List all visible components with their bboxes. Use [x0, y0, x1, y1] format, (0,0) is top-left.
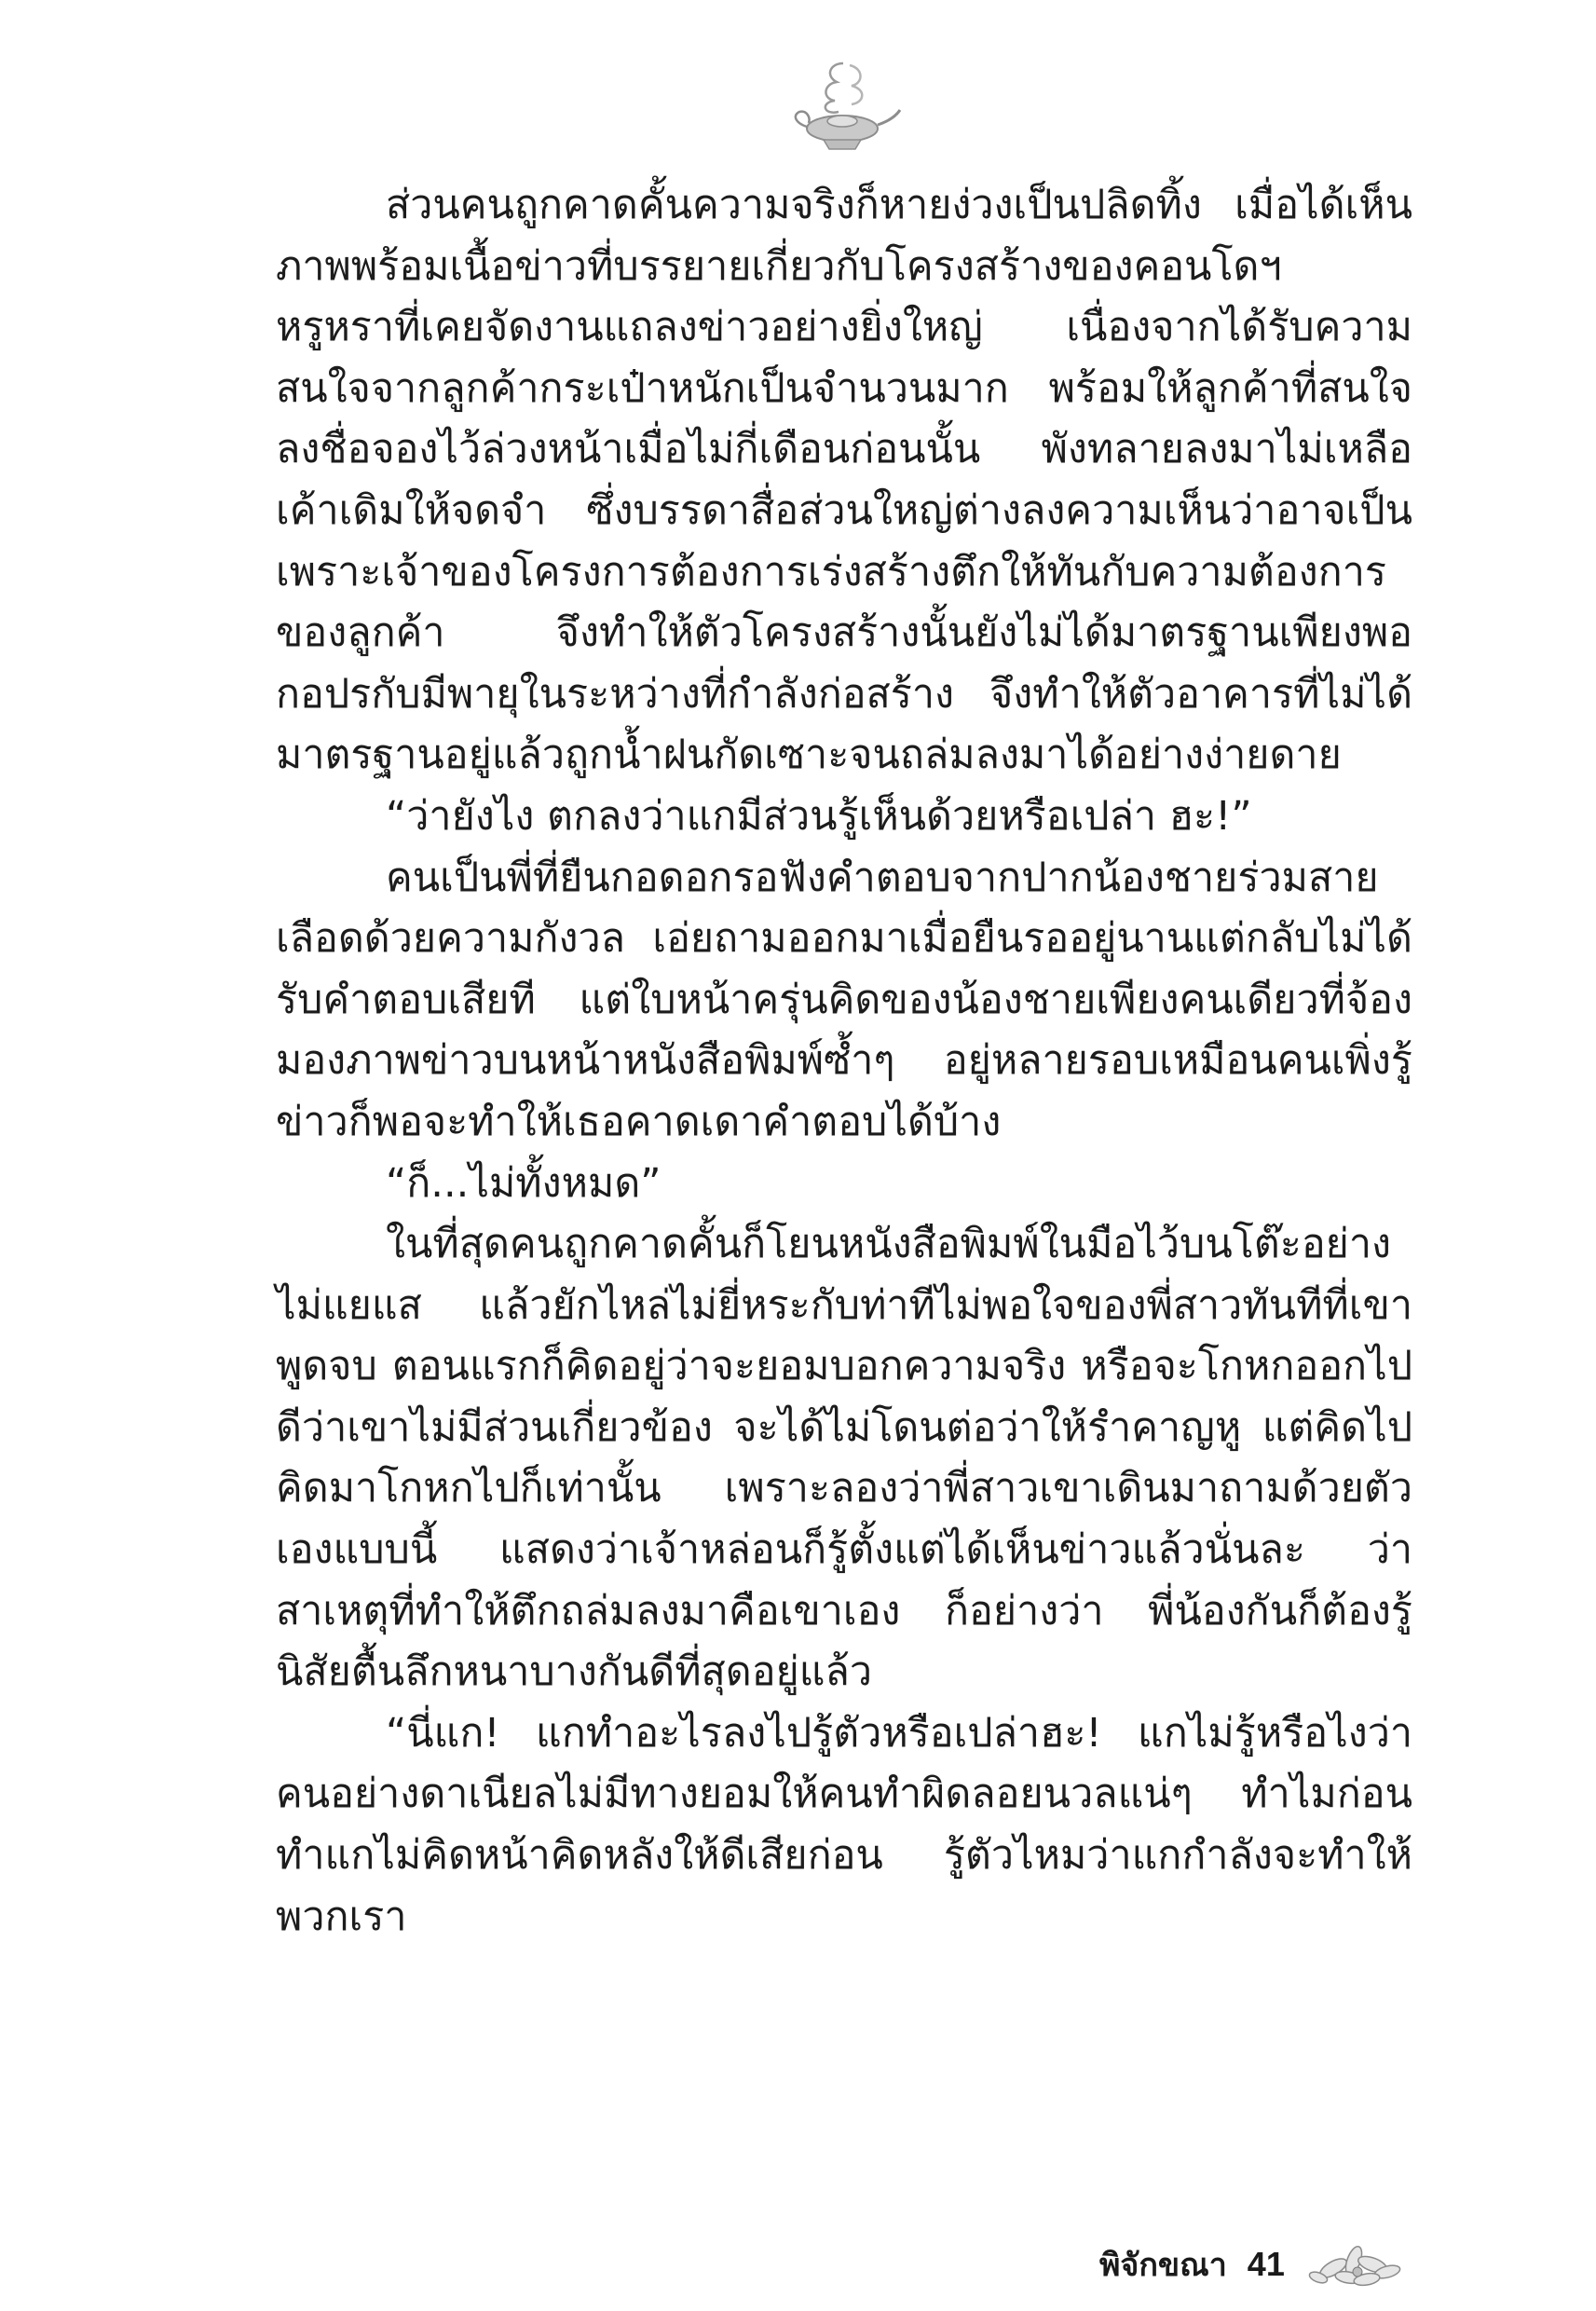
- dialogue-3: “นี่แก! แกทำอะไรลงไปรู้ตัวหรือเปล่าฮะ! แกไม่รู้หรือไงว่าคนอย่างดาเนียลไม่มีทางยอมให้คนทำผิดลอยนวลแน่ๆ ทำไมก่อนทำแกไม่คิดหน้าคิดหลังให้ดีเสียก่อน รู้ตัวไหมว่าแกกำลังจะทำให้พวกเรา: [276, 1709, 1412, 1940]
- paragraph-1: ส่วนคนถูกคาดคั้นความจริงก็หายง่วงเป็นปลิดทิ้ง เมื่อได้เห็นภาพพร้อมเนื้อข่าวที่บรรยายเกี่ยวกับโครงสร้างของคอนโดฯ หรูหราที่เคยจัดงานแถลงข่าวอย่างยิ่งใหญ่ เนื่องจากได้รับความสนใจจากลูกค้ากระเป๋าหนักเป็นจำนวนมาก พร้อมให้ลูกค้าที่สนใจลงชื่อจองไว้ล่วงหน้าเมื่อไม่กี่เดือนก่อนนั้น พังทลายลงมาไม่เหลือเค้าเดิมให้จดจำ ซึ่งบรรดาสื่อส่วนใหญ่ต่างลงความเห็นว่าอาจเป็นเพราะเจ้าของโครงการต้องการเร่งสร้างตึกให้ทันกับความต้องการของลูกค้า จึงทำให้ตัวโครงสร้างนั้นยังไม่ได้มาตรฐานเพียงพอ กอปรกับมีพายุในระหว่างที่กำลังก่อสร้าง จึงทำให้ตัวอาคารที่ไม่ได้มาตรฐานอยู่แล้วถูกน้ำฝนกัดเซาะจนถล่มลงมาได้อย่างง่ายดาย: [276, 182, 1412, 779]
- paragraph-2: คนเป็นพี่ที่ยืนกอดอกรอฟังคำตอบจากปากน้องชายร่วมสายเลือดด้วยความกังวล เอ่ยถามออกมาเมื่อยืนรออยู่นานแต่กลับไม่ได้รับคำตอบเสียที แต่ใบหน้าครุ่นคิดของน้องชายเพียงคนเดียวที่จ้องมองภาพข่าวบนหน้าหนังสือพิมพ์ซ้ำๆ อยู่หลายรอบเหมือนคนเพิ่งรู้ข่าวก็พอจะทำให้เธอคาดเดาคำตอบได้บ้าง: [276, 854, 1412, 1145]
- page-footer: [1099, 2232, 1408, 2297]
- genie-lamp-ornament-icon: [783, 56, 904, 158]
- page-number: 41: [1247, 2245, 1285, 2283]
- story-text: [276, 175, 1412, 1948]
- dialogue-1: “ว่ายังไง ตกลงว่าแกมีส่วนรู้เห็นด้วยหรือเปล่า ฮะ!”: [386, 792, 1252, 840]
- footer-book-title: พิจักขณา: [1099, 2247, 1227, 2284]
- flower-ornament-icon: [1305, 2235, 1408, 2294]
- dialogue-2: “ก็...ไม่ทั้งหมด”: [386, 1159, 662, 1207]
- paragraph-3: ในที่สุดคนถูกคาดคั้นก็โยนหนังสือพิมพ์ในมือไว้บนโต๊ะอย่างไม่แยแส แล้วยักไหล่ไม่ยี่หระกับท่าทีไม่พอใจของพี่สาวทันทีที่เขาพูดจบ ตอนแรกก็คิดอยู่ว่าจะยอมบอกความจริง หรือจะโกหกออกไปดีว่าเขาไม่มีส่วนเกี่ยวข้อง จะได้ไม่โดนต่อว่าให้รำคาญหู แต่คิดไปคิดมาโกหกไปก็เท่านั้น เพราะลองว่าพี่สาวเขาเดินมาถามด้วยตัวเองแบบนี้ แสดงว่าเจ้าหล่อนก็รู้ตั้งแต่ได้เห็นข่าวแล้วนั่นละ ว่าสาเหตุที่ทำให้ตึกถล่มลงมาคือเขาเอง ก็อย่างว่า พี่น้องกันก็ต้องรู้นิสัยตื้นลึกหนาบางกันดีที่สุดอยู่แล้ว: [276, 1221, 1412, 1696]
